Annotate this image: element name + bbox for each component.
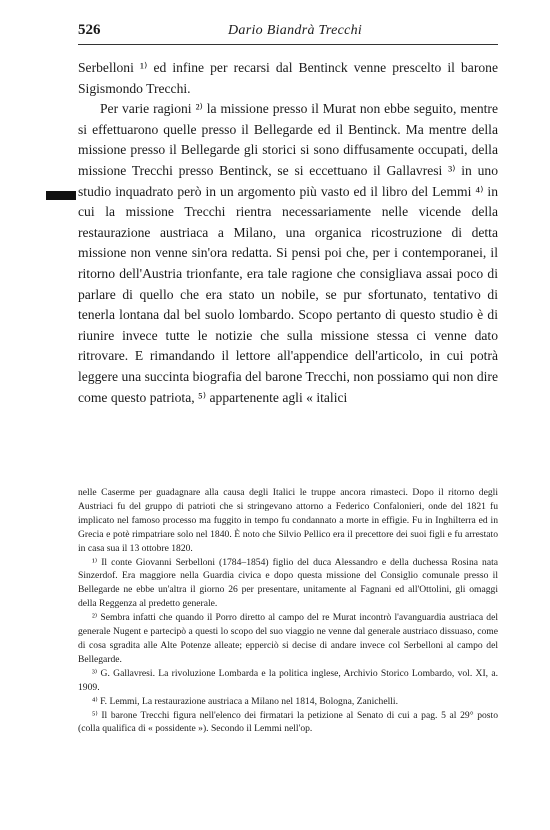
footnote-2: ²⁾ Sembra infatti che quando il Porro diretto al campo del re Murat incontrò l'avanguardia austriaca del generale Nugent e partecipò a questi lo scopo del suo viaggio ne venne dal generale austriaco dissuaso, come di cosa sgradita alle Alte Potenze alleate; epperciò si decise di andare invece col Serbelloni al campo del Bellegarde. — [78, 612, 498, 665]
footnote-4: ⁴⁾ F. Lemmi, La restaurazione austriaca a Milano nel 1814, Bologna, Zanichelli. — [92, 695, 398, 707]
body-paragraph-2: Per varie ragioni ²⁾ la missione presso il Murat non ebbe seguito, mentre si effettuarono quelle presso il Bellegarde ed il Bentinck. Ma mentre della missione presso il Bellegarde gli storici si sono diffusamente occupati, della missione Trecchi presso Bentinck, se si eccettuano il Gallavresi ³⁾ in uno studio inquadrato però in un argomento più vasto ed il libro del Lemmi ⁴⁾ in cui la missione Trecchi rientra necessariamente nelle vicende della restaurazione austriaca a Milano, una organica ricostruzione di detta missione non venne sin'ora redatta. Si pensi poi che, per i contemporanei, il ritorno dell'Austria trionfante, era tale ragione che consigliava assai poco di parlare di quello che era stato un nobile, se pur sfortunato, tentativo di tenerla lontana dal bel suolo lombardo. Scopo pertanto di questo studio è di riunire invece tutte le notizie che sulla missione stessa ci venne dato ritrovare. E rimandando il lettore all'appendice dell'articolo, in cui potrà leggere una succinta biografia del barone Trecchi, non possiamo qui non dire come questo patriota, ⁵⁾ appartenente agli « italici — [78, 101, 498, 405]
footnotes — [78, 486, 498, 736]
running-title: Dario Biandrà Trecchi — [228, 23, 363, 38]
body-text — [78, 58, 498, 408]
margin-marker — [46, 191, 76, 200]
footnote-3: ³⁾ G. Gallavresi. La rivoluzione Lombarda e la politica inglese, Archivio Storico Lombardo, vol. XI, a. 1909. — [78, 667, 498, 693]
body-paragraph-1: Serbelloni ¹⁾ ed infine per recarsi dal Bentinck venne prescelto il barone Sigismondo Trecchi. — [78, 60, 498, 96]
footnote-1: ¹⁾ Il conte Giovanni Serbelloni (1784–1854) figlio del duca Alessandro e della duchessa Rosina nata Sinzerdof. Era maggiore nella Guardia civica e dopo questa missione del Consiglio comunale presso il Bellegarde ne ebbe un'altra il giorno 26 per presentare, unitamente al Fagnani ed all'Ottolini, gli omaggi della Reggenza al predetto generale. — [78, 556, 498, 610]
running-header — [78, 22, 498, 45]
footnote-continuation: nelle Caserme per guadagnare alla causa degli Italici le truppe ancora rimasteci. Dopo il ritorno degli Austriaci fu del gruppo di patrioti che si stringevano attorno a Federico Confalonieri, onde del 1821 fu implicato nel famoso processo ma fuggito in tempo fu condannato a morte in effigie. Fu in Inghilterra ed in Grecia e potè rimpatriare solo nel 1840. È noto che Silvio Pellico era il precettore dei suoi figli e fu arrestato in casa sua il 13 ottobre 1820. — [78, 487, 498, 554]
page-number: 526 — [78, 22, 101, 38]
footnote-5: ⁵⁾ Il barone Trecchi figura nell'elenco dei firmatari la petizione al Senato di cui a pag. 5 al 29° posto (colla qualifica di « possidente »). Secondo il Lemmi nell'op. — [78, 709, 498, 735]
